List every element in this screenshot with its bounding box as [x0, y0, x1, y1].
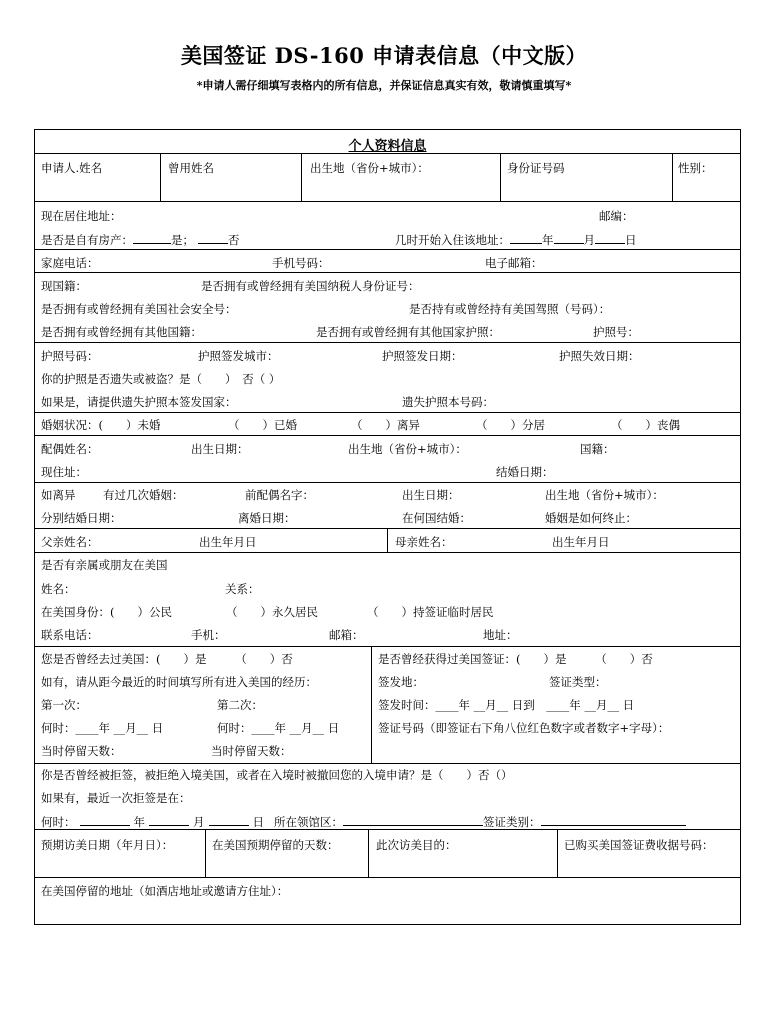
marriage-country-field[interactable]: 在何国结婚： — [402, 511, 471, 525]
first-visit-label: 第一次： — [41, 698, 87, 712]
recent-refusal-label: 如果有，最近一次拒签是在： — [41, 791, 191, 805]
passport-expiry-field[interactable]: 护照失效日期： — [559, 349, 640, 363]
wedding-date-field[interactable]: 结婚日期： — [496, 465, 554, 479]
passport-issue-date-field[interactable]: 护照签发日期： — [382, 349, 463, 363]
visa-fee-receipt-field[interactable]: 已购买美国签证费收据号码： — [564, 838, 714, 852]
lost-passport-number-field[interactable]: 遗失护照本号码： — [402, 395, 494, 409]
other-passport-number-field[interactable]: 护照号： — [593, 325, 639, 339]
second-visit-stay-field[interactable]: 当时停留天数： — [211, 744, 292, 758]
section-title: 个人资料信息 — [348, 139, 427, 154]
other-passport-field[interactable]: 是否拥有或曾经拥有其他国家护照： — [316, 325, 500, 339]
marriage-dates-field[interactable]: 分别结婚日期： — [41, 511, 122, 525]
mother-dob-field[interactable]: 出生年月日 — [552, 535, 610, 549]
stay-days-field[interactable]: 在美国预期停留的天数： — [212, 838, 339, 852]
relative-relation-field[interactable]: 关系： — [225, 582, 260, 596]
second-visit-date-field[interactable]: 何时：____年 __月__ 日 — [217, 721, 340, 735]
father-dob-field[interactable]: 出生年月日 — [199, 535, 257, 549]
mobile-field[interactable]: 手机号码： — [272, 256, 330, 270]
second-visit-label: 第二次： — [217, 698, 263, 712]
lost-passport-country-field[interactable]: 如果是，请提供遗失护照本签发国家： — [41, 395, 237, 409]
refusal-details-field[interactable]: 何时： 年 月 日 所在领馆区： 签证类别： — [41, 814, 686, 829]
marital-widowed-option[interactable]: （ ）丧偶 — [611, 418, 680, 432]
ex-spouse-birth-date-field[interactable]: 出生日期： — [402, 488, 460, 502]
divorce-date-field[interactable]: 离婚日期： — [238, 511, 296, 525]
marital-single-option[interactable]: 婚姻状况：( ）未婚 — [41, 418, 161, 432]
refusal-question[interactable]: 你是否曾经被拒签，被拒绝入境美国，或者在入境时被撤回您的入境申请？是（ ）否（） — [41, 768, 513, 782]
nationality-field[interactable]: 现国籍： — [41, 279, 87, 293]
marital-married-option[interactable]: （ ）已婚 — [228, 418, 297, 432]
applicant-name-field[interactable]: 申请人.姓名 — [41, 161, 103, 175]
trip-purpose-field[interactable]: 此次访美目的： — [376, 838, 457, 852]
ex-spouse-birthplace-field[interactable]: 出生地（省份+城市）： — [545, 488, 664, 502]
spouse-name-field[interactable]: 配偶姓名： — [41, 442, 99, 456]
email-field[interactable]: 电子邮箱： — [485, 256, 543, 270]
spouse-address-field[interactable]: 现住址： — [41, 465, 87, 479]
relative-status-pr-option[interactable]: （ ）永久居民 — [226, 605, 318, 619]
arrival-date-field[interactable]: 预期访美日期（年月日）： — [41, 838, 174, 852]
spouse-birthplace-field[interactable]: 出生地（省份+城市）： — [348, 442, 467, 456]
owned-property-field[interactable]: 是否是自有房产： 是； 否 — [41, 233, 240, 247]
first-visit-date-field[interactable]: 何时：____年 __月__ 日 — [41, 721, 164, 735]
marital-separated-option[interactable]: （ ）分居 — [476, 418, 545, 432]
visa-type-field[interactable]: 签证类型： — [549, 675, 607, 689]
passport-lost-question[interactable]: 你的护照是否遗失或被盗？是（ ） 否（ ） — [41, 372, 281, 386]
if-divorced-label: 如离异 — [41, 488, 76, 502]
us-ssn-field[interactable]: 是否拥有或曾经拥有美国社会安全号： — [41, 302, 237, 316]
first-visit-stay-field[interactable]: 当时停留天数： — [41, 744, 122, 758]
visa-number-field[interactable]: 签证号码（即签证右下角八位红色数字或者数字+字母）： — [378, 721, 670, 735]
relative-mobile-field[interactable]: 手机： — [191, 628, 226, 642]
application-form — [34, 129, 741, 925]
gender-field[interactable]: 性别： — [678, 161, 713, 175]
us-tax-id-field[interactable]: 是否拥有或曾经拥有美国纳税人身份证号： — [201, 279, 420, 293]
relative-name-field[interactable]: 姓名： — [41, 582, 76, 596]
residence-since-field[interactable]: 几时开始入住该地址： 年 月 日 — [395, 233, 637, 247]
visa-obtained-question[interactable]: 是否曾经获得过美国签证：( ）是 （ ）否 — [378, 652, 653, 666]
other-nationality-field[interactable]: 是否拥有或曾经拥有其他国籍： — [41, 325, 202, 339]
marriage-end-field[interactable]: 婚姻是如何终止： — [545, 511, 637, 525]
spouse-nationality-field[interactable]: 国籍： — [580, 442, 615, 456]
page-subtitle: *申请人需仔细填写表格内的所有信息，并保证信息真实有效，敬请慎重填写* — [196, 79, 572, 92]
us-stay-address-field[interactable]: 在美国停留的地址（如酒店地址或邀请方住址）： — [41, 884, 289, 898]
postcode-field[interactable]: 邮编： — [599, 209, 634, 223]
passport-issue-city-field[interactable]: 护照签发城市： — [198, 349, 279, 363]
relative-address-field[interactable]: 地址： — [483, 628, 518, 642]
marriage-count-field[interactable]: 有过几次婚姻： — [103, 488, 184, 502]
mother-name-field[interactable]: 母亲姓名： — [395, 535, 453, 549]
visa-issue-place-field[interactable]: 签发地： — [378, 675, 424, 689]
id-number-field[interactable]: 身份证号码 — [507, 161, 565, 175]
spouse-birth-date-field[interactable]: 出生日期： — [191, 442, 249, 456]
us-visits-instruction: 如有，请从距今最近的时间填写所有进入美国的经历： — [41, 675, 317, 689]
relative-phone-field[interactable]: 联系电话： — [41, 628, 99, 642]
marital-divorced-option[interactable]: （ ）离异 — [351, 418, 420, 432]
us-relatives-question: 是否有亲属或朋友在美国 — [41, 558, 168, 572]
home-phone-field[interactable]: 家庭电话： — [41, 256, 99, 270]
visa-issue-time-field[interactable]: 签发时间：____年 __月__ 日到 ____年 __月__ 日 — [378, 698, 635, 712]
birthplace-field[interactable]: 出生地（省份+城市）： — [310, 161, 429, 175]
us-license-field[interactable]: 是否持有或曾经持有美国驾照（号码）： — [409, 302, 611, 316]
father-name-field[interactable]: 父亲姓名： — [41, 535, 99, 549]
relative-status-temp-option[interactable]: （ ）持签证临时居民 — [367, 605, 494, 619]
been-to-us-question[interactable]: 您是否曾经去过美国：( ）是 （ ）否 — [41, 652, 293, 666]
ex-spouse-name-field[interactable]: 前配偶名字： — [245, 488, 314, 502]
relative-status-citizen-option[interactable]: 在美国身份：( ）公民 — [41, 605, 172, 619]
former-name-field[interactable]: 曾用姓名 — [168, 161, 214, 175]
passport-number-field[interactable]: 护照号码： — [41, 349, 99, 363]
address-field[interactable]: 现在居住地址： — [41, 209, 122, 223]
page-title: 美国签证 DS-160 申请表信息（中文版） — [180, 43, 588, 68]
relative-email-field[interactable]: 邮箱： — [329, 628, 364, 642]
